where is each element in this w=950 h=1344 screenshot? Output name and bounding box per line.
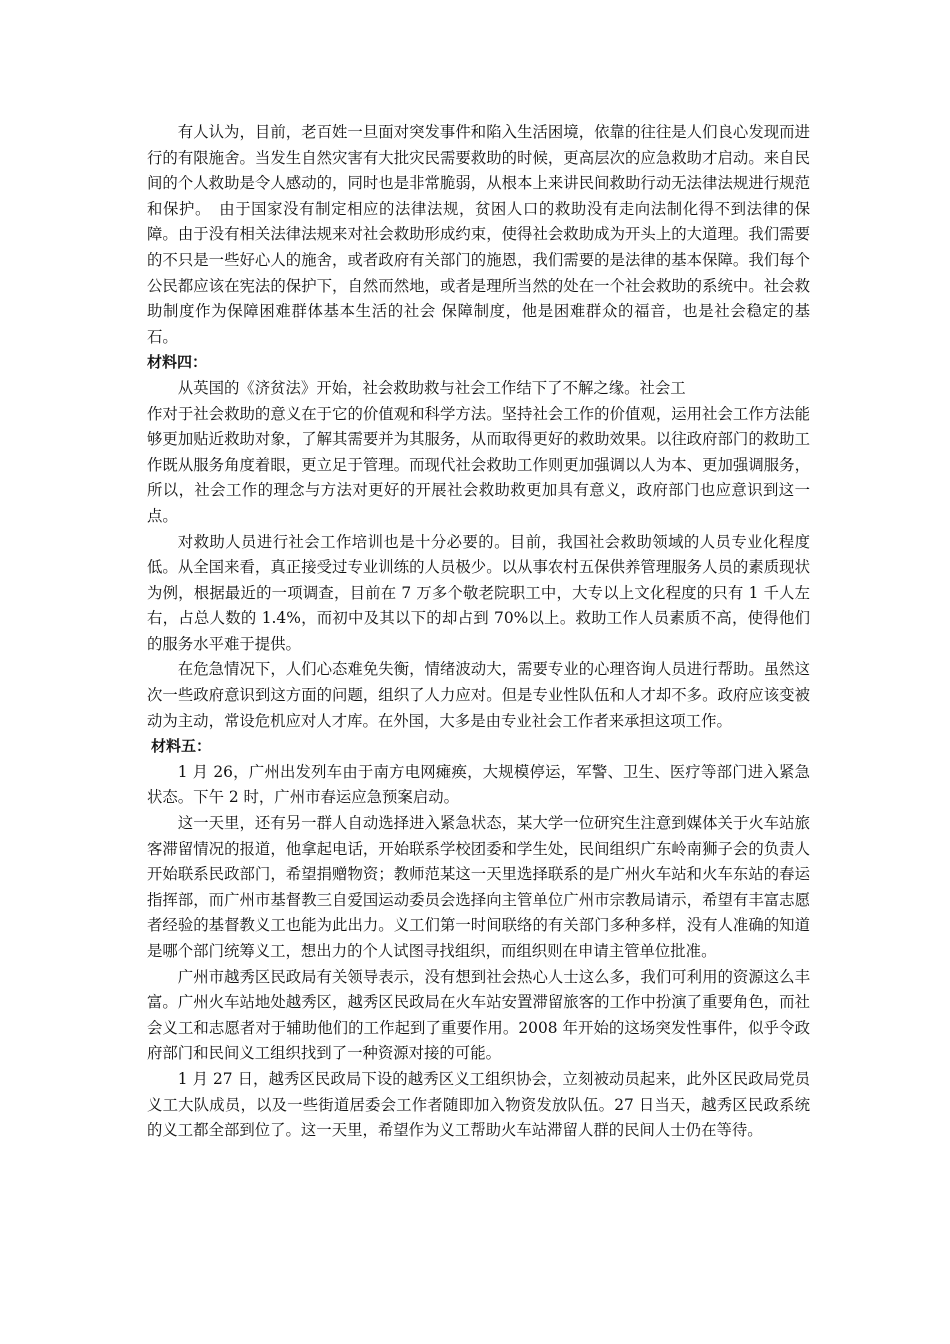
paragraph-volunteers: 这一天里，还有另一群人自动选择进入紧急状态，某大学一位研究生注意到媒体关于火车站旅客滞留情况的报道，他拿起电话，开始联系学校团委和学生处，民间组织广东岭南狮子会的负责人开始联系民政部门，希望捐赠物资；教师范某这一天里选择联系的是广州火车站和火车东站的春运指挥部，而广州市基督教三自爱国运动委员会选择向主管单位广州市宗教局请示，希望有丰富志愿者经验的基督教义工也能为此出力。义工们第一时间联络的有关部门多种多样，没有人准确的知道是哪个部门统筹义工，想出力的个人试图寻找组织，而组织则在申请主管单位批准。 [147,814,810,960]
paragraph-poor-law-line1: 从英国的《济贫法》开始，社会救助救与社会工作结下了不解之缘。社会工 [177,378,686,397]
paragraph-crisis-response: 在危急情况下，人们心态难免失衡，情绪波动大，需要专业的心理咨询人员进行帮助。虽然这次一些政府意识到这方面的问题，组织了人力应对。但是专业性队伍和人才却不多。政府应该变被动为主动，常设危机应对人才库。在外国，大多是由专业社会工作者来承担这项工作。 [147,660,810,730]
paragraph-yuexiu-bureau: 广州市越秀区民政局有关领导表示，没有想到社会热心人士这么多，我们可利用的资源这么丰富。广州火车站地处越秀区，越秀区民政局在火车站安置滞留旅客的工作中扮演了重要角色，而社会义工和志愿者对于辅助他们的工作起到了重要作用。2008 年开始的这场突发性事件，似乎令政府部门和民间义工组织找到了一种资源对接的可能。 [147,967,810,1063]
paragraph-training: 对救助人员进行社会工作培训也是十分必要的。目前，我国社会救助领域的人员专业化程度低。从全国来看，真正接受过专业训练的人员极少。以从事农村五保供养管理服务人员的素质现状为例，根据最近的一项调查，目前在 7 万多个敬老院职工中，大专以上文化程度的只有 1 千人左右，占总人数的 1.4%，而初中及其以下的却占到 70%以上。救助工作人员素质不高，使得他们的服务水平难于提供。 [147,532,810,653]
paragraph-social-work-value: 作对于社会救助的意义在于它的价值观和科学方法。坚持社会工作的价值观，运用社会工作方法能够更加贴近救助对象，了解其需要并为其服务，从而取得更好的救助效果。以往政府部门的救助工作既从服务角度着眼，更立足于管理。而现代社会救助工作则更加强调以人为本、更加强调服务，所以，社会工作的理念与方法对更好的开展社会救助救更加具有意义，政府部门也应意识到这一点。 [147,404,810,525]
document-body [147,120,810,1144]
paragraph-jan-26: 1 月 26，广州出发列车由于南方电网瘫痪，大规模停运，军警、卫生、医疗等部门进入紧急状态。下午 2 时，广州市春运应急预案启动。 [147,762,810,807]
paragraph-legal-protection: 有人认为，目前，老百姓一旦面对突发事件和陷入生活困境，依靠的往往是人们良心发现而进行的有限施舍。当发生自然灾害有大批灾民需要救助的时候，更高层次的应急救助才启动。来自民间的个人救助是令人感动的，同时也是非常脆弱，从根本上来讲民间救助行动无法律法规进行规范和保护。 由于国家没有制定相应的法律法规，贫困人口的救助没有走向法制化得不到法律的保障。由于没有相关法律法规来对社会救助形成约束，使得社会救助成为开头上的大道理。我们需要的不只是一些好心人的施舍，或者政府有关部门的施恩，我们需要的是法律的基本保障。我们每个公民都应该在宪法的保护下，自然而然地，或者是理所当然的处在一个社会救助的系统中。社会救助制度作为保障困难群体基本生活的社会 保障制度，他是困难群众的福音，也是社会稳定的基石。 [147,123,810,346]
paragraph-jan-27: 1 月 27 日，越秀区民政局下设的越秀区义工组织协会，立刻被动员起来，此外区民政局党员义工大队成员，以及一些街道居委会工作者随即加入物资发放队伍。27 日当天，越秀区民政系统的义工都全部到位了。这一天里，希望作为义工帮助火车站滞留人群的民间人士仍在等待。 [147,1069,810,1140]
section-heading-material-5: 材料五： [151,737,212,756]
section-heading-material-4: 材料四： [147,353,208,372]
